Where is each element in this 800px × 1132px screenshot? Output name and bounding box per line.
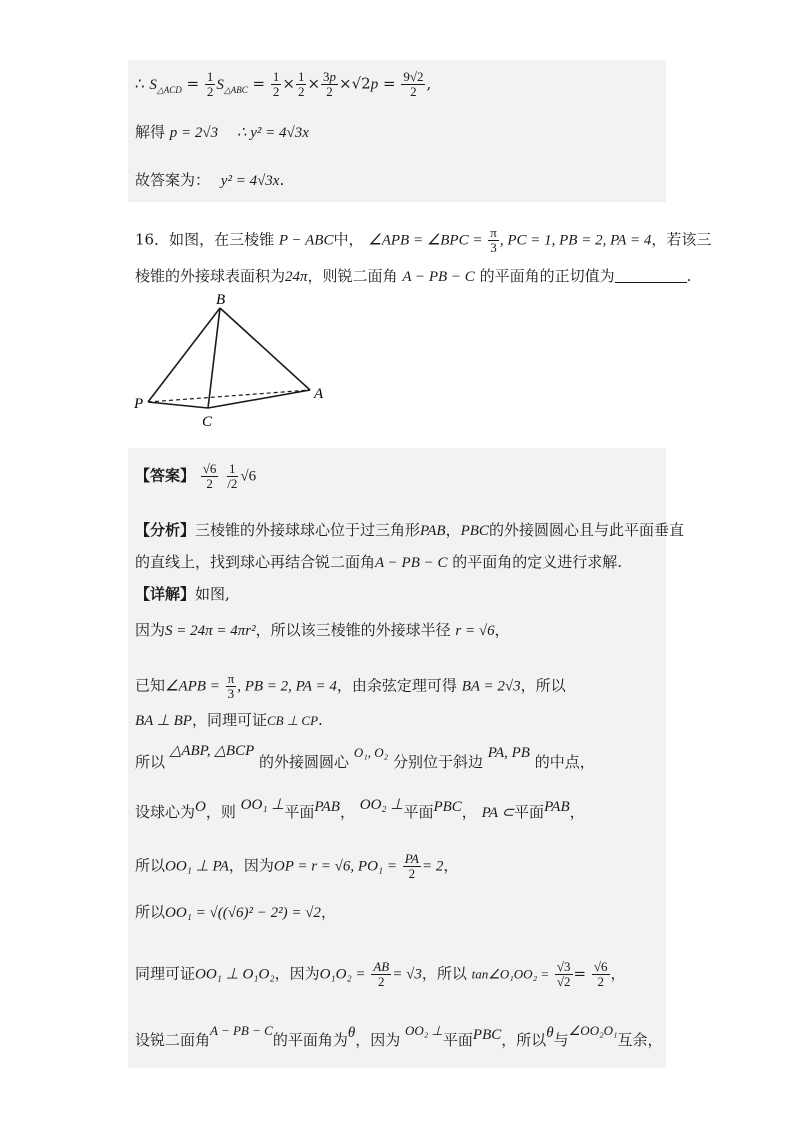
label-C: C xyxy=(202,414,213,430)
label-A: A xyxy=(314,386,324,402)
edge-PB xyxy=(148,308,220,402)
edge-PC xyxy=(148,402,208,408)
label-B: B xyxy=(216,292,226,308)
detail-line-8: 同理可证OO₁ ⊥ O₁O₂，因为O₁O₂ = $\frac{AB}{2}$ = √3，所以 tan∠O₁OO₂ = $\frac{√3}{√2}$ = $\frac{√6}{2}$ ， xyxy=(135,959,626,989)
edge-BA xyxy=(220,308,310,390)
detail-line-6: 所以OO₁ ⊥ PA，因为OP = r = √6, PO₁ = $\frac{PA}{2}$ = 2， xyxy=(135,851,459,881)
detail-line-4: 所以 △ABP, △BCP 的外接圆圆心 O₁, O₂ 分别位于斜边 PA, PB 的中点， xyxy=(135,743,595,771)
question-16-line-1: 16．如图，在三棱锥 P − ABC中， ∠APB = ∠BPC = $\frac{\pi}{3}$ , PC = 1, PB = 2, PA = 4，若该三 xyxy=(135,225,712,255)
edge-CA xyxy=(208,390,310,408)
pyramid-figure xyxy=(130,290,340,430)
label-P: P xyxy=(134,396,144,412)
prev-line-2: 解得 p = 2√3 ∴ y² = 4√3x xyxy=(135,123,309,141)
detail-line-3: BA ⊥ BP，同理可证CB ⊥ CP. xyxy=(135,711,323,729)
detail-line-7: 所以OO₁ = √((√6)² − 2²) = √2， xyxy=(135,903,336,921)
detail-line-1: 因为S = 24π = 4πr²，所以该三棱锥的外接球半径 r = √6， xyxy=(135,621,510,639)
answer-blank xyxy=(615,268,687,283)
detail-heading: 【详解】如图, xyxy=(135,585,230,603)
edge-BC xyxy=(208,308,220,408)
prev-line-1: ∴ $S_{\triangle ACD}$ = $\frac{1}{2}$ $S_{\triangle ABC}$ = $\frac{1}{2}$ × $\frac{1}{2}$ × $\frac{3p}{2}$ ×√2p = $\frac{9√2}{2}$ , xyxy=(135,69,432,99)
prev-line-3: 故答案为： y² = 4√3x. xyxy=(135,171,285,189)
edge-PA xyxy=(148,390,310,402)
analysis-line-1: 【分析】三棱锥的外接球球心位于过三角形PAB，PBC的外接圆圆心且与此平面垂直 xyxy=(135,521,684,539)
detail-line-2: 已知∠APB = $\frac{\pi}{3}$ , PB = 2, PA = 4，由余弦定理可得 BA = 2√3，所以 xyxy=(135,671,566,701)
answer-line: 【答案】 $\frac{√6}{2}$ $\frac{1}{/2}$ √6 xyxy=(135,461,257,491)
analysis-line-2: 的直线上，找到球心再结合锐二面角A − PB − C 的平面角的定义进行求解. xyxy=(135,553,623,571)
detail-line-5: 设球心为O，则 OO₁ ⊥平面PAB， OO₂ ⊥平面PBC， PA ⊂平面PAB， xyxy=(135,797,585,821)
detail-line-9: 设锐二面角A − PB − C的平面角为θ，因为 OO₂ ⊥平面PBC，所以θ与∠OO₂O₁互余， xyxy=(135,1023,663,1049)
question-16-line-2: 棱锥的外接球表面积为24π，则锐二面角 A − PB − C 的平面角的正切值为 . xyxy=(135,267,692,285)
